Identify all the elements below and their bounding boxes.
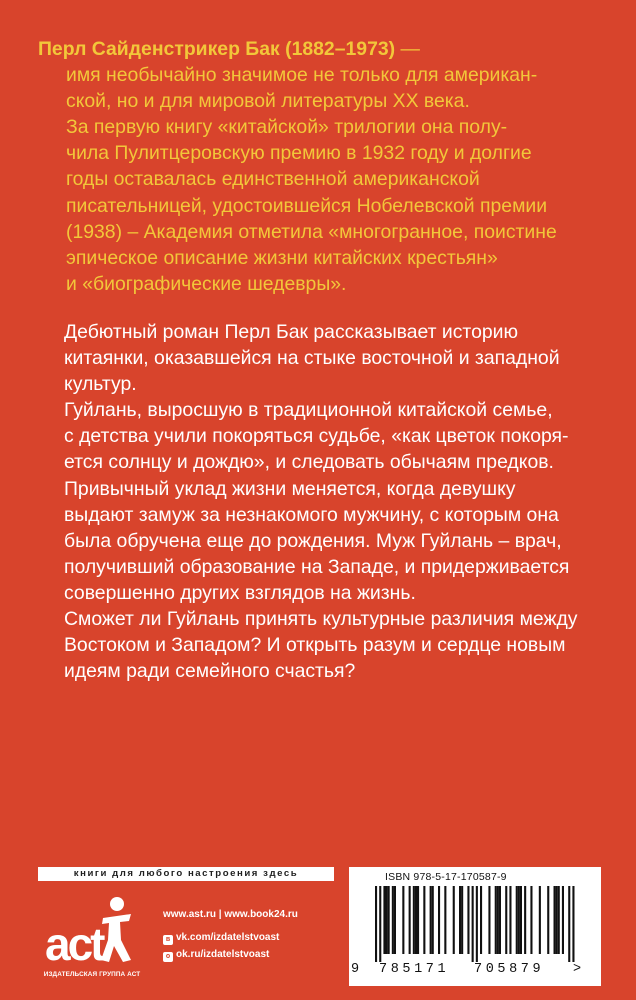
vk-link[interactable]: в vk.com/izdatelstvoast [163,932,279,945]
isbn-barcode-box [349,867,601,986]
ok-link[interactable]: о ok.ru/izdatelstvoast [163,949,269,962]
barcode-bar [461,886,463,954]
barcode-bar [386,886,388,954]
barcode-left-digits: 785171 [379,962,450,977]
barcode-bar [530,886,532,954]
author-name: Перл Сайденстрикер Бак (1882–1973) [38,38,396,60]
annotation-line: Сможет ли Гуйлань принять культурные различия между [64,608,578,631]
book-annotation [64,319,609,684]
barcode-bar [499,886,501,954]
annotation-line: выдают замуж за незнакомого мужчину, с которым она [64,503,559,526]
barcode-bar [476,886,478,962]
barcode-bar [524,886,526,954]
annotation-line: идеям ради семейного счастья? [64,660,356,683]
about-author-line: (1938) – Академия отметила «многогранное, поистине [66,220,557,243]
barcode-bar [402,886,404,954]
barcode-bar [520,886,522,954]
isbn-number: ISBN 978-5-17-170587-9 [385,871,507,883]
annotation-line: с детства учили покоряться судьбе, «как цветок покоря- [64,425,569,448]
publisher-tagline: книги для любого настроения здесь [38,867,334,881]
barcode-bar [438,886,440,954]
annotation-line: Востоком и Западом? И открыть разум и сердце новым [64,634,566,657]
annotation-line: ется солнцу и дождю», и следовать обычаям предков. [64,451,554,474]
annotation-line: Гуйлань, выросшую в традиционной китайской семье, [64,399,553,422]
barcode-bar [558,886,560,954]
about-author-line: и «биографические шедевры». [66,272,347,295]
about-author-line: эпическое описание жизни китайских крестьян» [66,246,498,269]
about-author-line: имя необычайно значимое не только для американ- [66,64,538,87]
barcode-bar [392,886,394,954]
barcode-bar [409,886,411,954]
about-author-line: Перл Сайденстрикер Бак (1882–1973) — [38,38,420,60]
barcode-bar [556,886,558,954]
barcode-bar [497,886,499,954]
vk-icon: в [163,935,173,945]
barcode-bar [572,886,574,962]
about-author-line: За первую книгу «китайской» трилогии она полу- [66,116,508,139]
about-author-line: чила Пулитцеровскую премию в 1932 году и долгие [66,142,532,165]
annotation-line: Дебютный роман Перл Бак рассказывает историю [64,321,519,343]
barcode-right-digits: 705879 [474,962,545,977]
barcode-arrow: > [573,962,582,977]
barcode-bar [423,886,425,954]
barcode-bar [480,886,482,954]
barcode-bar [509,886,511,954]
barcode-icon [359,886,589,962]
annotation-line: культур. [64,373,137,396]
barcode-bar [375,886,377,962]
ast-logo-icon [43,894,139,968]
barcode-bar [413,886,415,954]
about-author-block [38,36,603,297]
barcode-bar [568,886,570,962]
barcode-bar [430,886,432,954]
barcode-bar [554,886,556,954]
barcode-bar [379,886,381,962]
barcode-bar [388,886,390,954]
about-author-line: писательницей, удостоившейся Нобелевской премии [66,194,548,217]
annotation-line: была обручена еще до рождения. Муж Гуйлань – врач, [64,529,562,552]
barcode-bar [383,886,385,954]
logo-mark: act [45,918,103,968]
barcode-bar [472,886,474,962]
barcode-bar [417,886,419,954]
barcode-first-digit: 9 [351,962,360,977]
barcode-bar [518,886,520,954]
about-author-line: ской, но и для мировой литературы XX века. [66,90,470,113]
annotation-line: совершенно других взглядов на жизнь. [64,581,416,604]
publisher-logo [33,894,151,984]
barcode-bar [394,886,396,954]
barcode-bar [505,886,507,954]
barcode-bar [495,886,497,954]
barcode-bar [444,886,446,954]
website-links[interactable]: www.ast.ru | www.book24.ru [163,909,298,920]
barcode-bar [415,886,417,954]
annotation-line: Привычный уклад жизни меняется, когда девушку [64,477,516,500]
barcode-bar [547,886,549,954]
annotation-line: китаянки, оказавшейся на стыке восточной и западной [64,347,560,370]
barcode-bar [488,886,490,954]
barcode-bar [516,886,518,954]
ok-icon: о [163,952,173,962]
logo-caption: ИЗДАТЕЛЬСКАЯ ГРУППА АСТ [43,971,141,978]
barcode-bar [539,886,541,954]
barcode-bar [459,886,461,954]
barcode-bar [453,886,455,954]
barcode-bar [432,886,434,954]
barcode-bar [562,886,564,954]
annotation-line: получивший образование на Западе, и придерживается [64,555,570,578]
barcode-bar [467,886,469,954]
about-author-line: годы оставалась единственной американской [66,168,480,191]
